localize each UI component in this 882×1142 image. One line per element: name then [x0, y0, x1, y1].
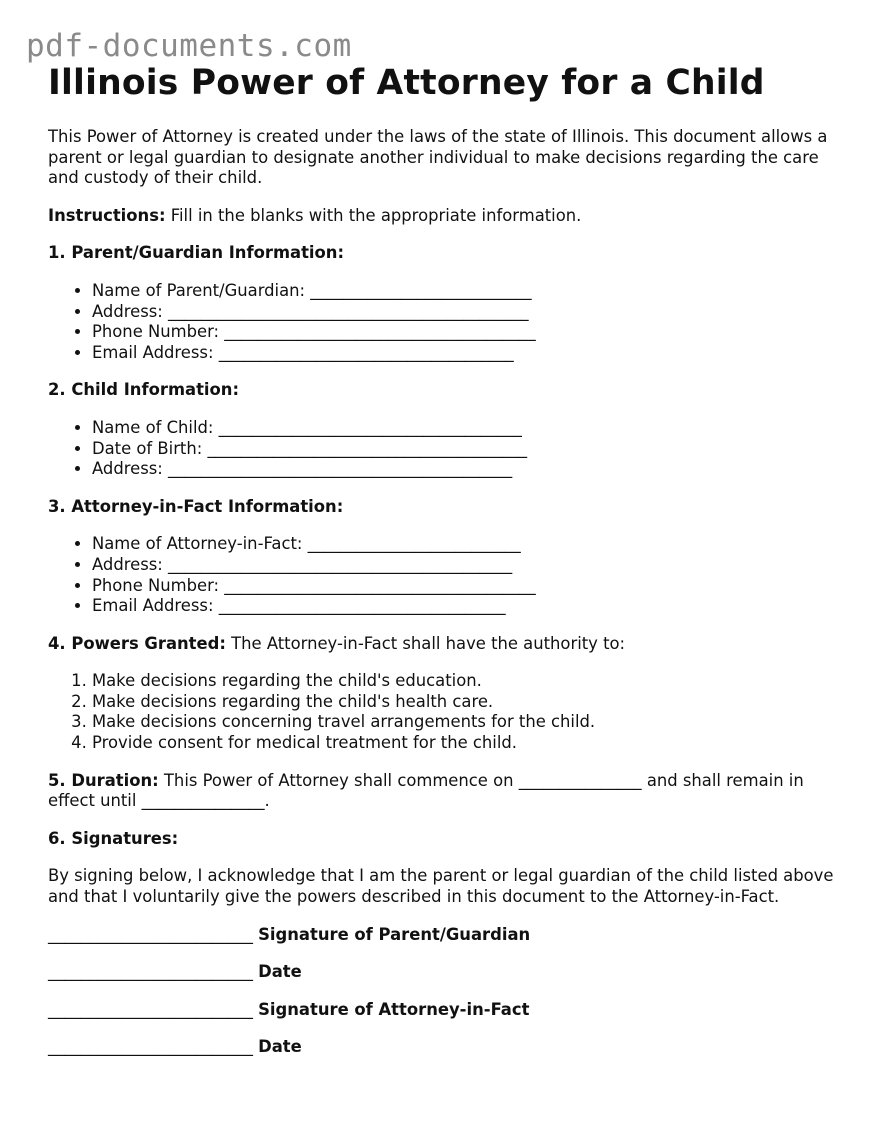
parent-signature-label: Signature of Parent/Guardian — [258, 924, 531, 944]
section-powers-paragraph — [48, 634, 838, 655]
child-address-field[interactable]: • Address: __________________________________________ — [92, 459, 838, 480]
parent-phone-field[interactable]: • Phone Number: ______________________________________ — [92, 322, 838, 343]
parent-date-line[interactable]: _________________________ — [48, 962, 253, 982]
attorney-phone-field[interactable]: • Phone Number: ______________________________________ — [92, 576, 838, 597]
attorney-address-field[interactable]: • Address: __________________________________________ — [92, 555, 838, 576]
instructions-text: Fill in the blanks with the appropriate information. — [165, 205, 582, 225]
attorney-signature-line[interactable]: _________________________ — [48, 999, 253, 1019]
watermark-text: pdf-documents.com — [26, 28, 352, 64]
parent-date-label: Date — [258, 962, 302, 982]
intro-paragraph: This Power of Attorney is created under the laws of the state of Illinois. This document allows a parent or legal guardian to designate another individual to make decisions regarding the care and custody of their child. — [48, 127, 828, 188]
parent-name-field[interactable]: • Name of Parent/Guardian: ___________________________ — [92, 281, 838, 302]
attorney-date-label: Date — [258, 1037, 302, 1057]
duration-text[interactable]: This Power of Attorney shall commence on _______________ and shall remain in effect until _______________. — [48, 770, 804, 811]
attorney-info-list — [48, 534, 838, 616]
document-title: Illinois Power of Attorney for a Child — [48, 63, 765, 103]
powers-list — [48, 671, 838, 753]
power-item: 2. Make decisions regarding the child's health care. — [92, 692, 838, 713]
attorney-date-row[interactable] — [48, 1037, 838, 1058]
child-info-list — [48, 418, 838, 480]
parent-date-row[interactable] — [48, 962, 838, 983]
section-attorney-heading: 3. Attorney-in-Fact Information: — [48, 496, 344, 516]
parent-signature-row[interactable] — [48, 925, 838, 946]
power-item: 3. Make decisions concerning travel arrangements for the child. — [92, 712, 838, 733]
section-child-heading: 2. Child Information: — [48, 380, 240, 400]
attorney-signature-label: Signature of Attorney-in-Fact — [258, 999, 530, 1019]
parent-guardian-list — [48, 281, 838, 363]
parent-email-field[interactable]: • Email Address: ____________________________________ — [92, 343, 838, 364]
instructions-label: Instructions: — [48, 205, 166, 225]
section-signatures-heading: 6. Signatures: — [48, 828, 179, 848]
section-parent-guardian-heading: 1. Parent/Guardian Information: — [48, 243, 345, 263]
parent-address-field[interactable]: • Address: ____________________________________________ — [92, 302, 838, 323]
signatures-acknowledgement: By signing below, I acknowledge that I am the parent or legal guardian of the child listed above and that I voluntarily give the powers described in this document to the Attorney-in-Fact. — [48, 866, 834, 907]
powers-text: The Attorney-in-Fact shall have the authority to: — [225, 633, 626, 653]
attorney-date-line[interactable]: _________________________ — [48, 1037, 253, 1057]
attorney-signature-row[interactable] — [48, 1000, 838, 1021]
instructions-paragraph — [48, 206, 838, 227]
section-duration-paragraph[interactable] — [48, 771, 838, 812]
document-page — [48, 60, 838, 1058]
power-item: 1. Make decisions regarding the child's education. — [92, 671, 838, 692]
parent-signature-line[interactable]: _________________________ — [48, 924, 253, 944]
attorney-name-field[interactable]: • Name of Attorney-in-Fact: __________________________ — [92, 534, 838, 555]
power-item: 4. Provide consent for medical treatment for the child. — [92, 733, 838, 754]
attorney-email-field[interactable]: • Email Address: ___________________________________ — [92, 596, 838, 617]
child-dob-field[interactable]: • Date of Birth: _______________________________________ — [92, 439, 838, 460]
duration-label: 5. Duration: — [48, 770, 159, 790]
powers-label: 4. Powers Granted: — [48, 633, 226, 653]
child-name-field[interactable]: • Name of Child: _____________________________________ — [92, 418, 838, 439]
